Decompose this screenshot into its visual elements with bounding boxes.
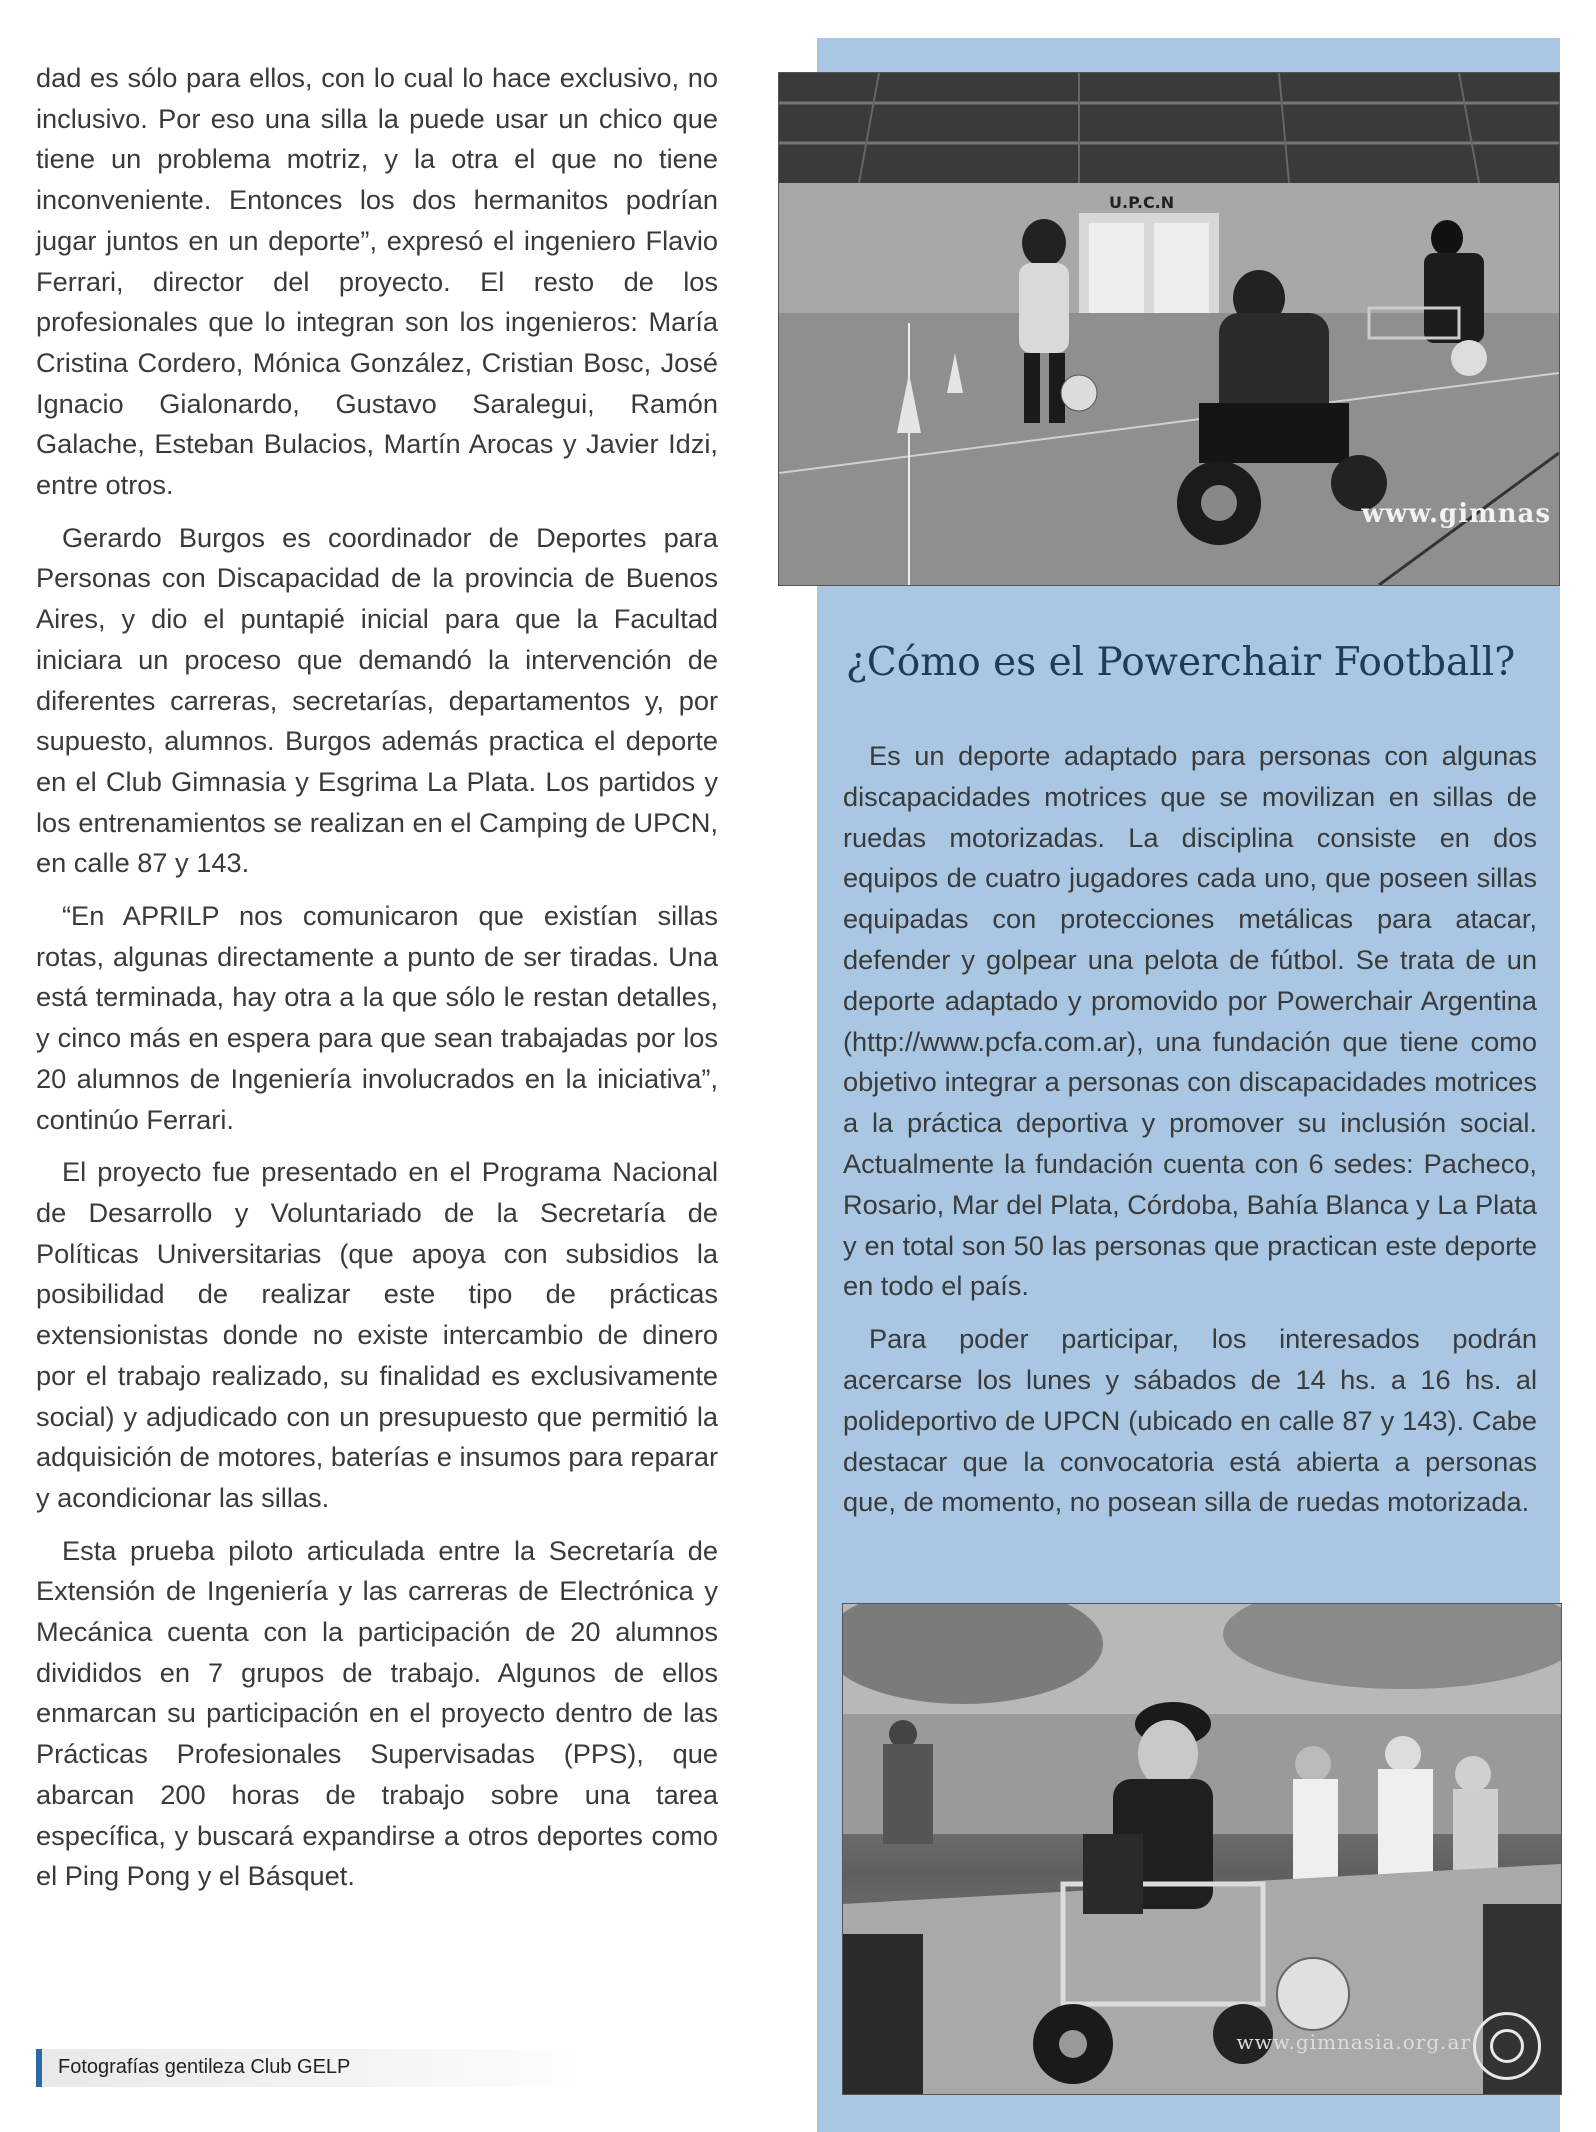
article-paragraph-5: Esta prueba piloto articulada entre la Secretaría de Extensión de Ingeniería y las carreras de Electrónica y Mecánica cuenta con la participación de 20 alumnos divididos en 7 grupos de trabajo. Algunos de ellos enmarcan su participación en el proyecto dentro de las Prácticas Profesionales Supervisadas (PPS), que abarcan 200 horas de trabajo sobre una tarea específica, y buscará expandirse a otros deportes como el Ping Pong y el Básquet.: [36, 1534, 718, 1892]
sidebar-paragraph-1: Es un deporte adaptado para personas con algunas discapacidades motrices que se movilizan en sillas de ruedas motorizadas. La disciplina consiste en dos equipos de cuatro jugadores cada uno, que poseen sillas equipadas con protecciones metálicas para atacar, defender y golpear una pelota de fútbol. Se trata de un deporte adaptado y promovido por Powerchair Argentina (http://www.pcfa.com.ar), una fundación que tiene como objetivo integrar a personas con discapacidades motrices a la práctica deportiva y promover su inclusión social. Actualmente la fundación cuenta con 6 sedes: Pacheco, Rosario, Mar del Plata, Córdoba, Bahía Blanca y La Plata y en total son 50 las personas que practican este deporte en todo el país.: [843, 740, 1537, 1302]
gym-powerchair-photo: [778, 72, 1560, 586]
article-paragraph-1: dad es sólo para ellos, con lo cual lo hace exclusivo, no inclusivo. Por eso una silla la puede usar un chico que tiene un problema motriz, y la otra el que no tiene inconveniente. Entonces los dos hermanitos podrían jugar juntos en un deporte”, expresó el ingeniero Flavio Ferrari, director del proyecto. El resto de los profesionales que lo integran son los ingenieros: María Cristina Cordero, Mónica González, Cristian Bosc, José Ignacio Gialonardo, Gustavo Saralegui, Ramón Galache, Esteban Bulacios, Martín Arocas y Javier Idzi, entre otros.: [36, 62, 718, 501]
outdoor-powerchair-photo: [842, 1603, 1562, 2095]
photo-watermark: www.gimnas: [1361, 499, 1551, 529]
article-left-column: [36, 58, 718, 1909]
sidebar-paragraph-2: Para poder participar, los interesados podrán acercarse los lunes y sábados de 14 hs. a 16 hs. al polideportivo de UPCN (ubicado en calle 87 y 143). Cabe destacar que la convocatoria está abierta a personas que, de momento, no posean silla de ruedas motorizada.: [843, 1323, 1537, 1518]
gym-sign-text: U.P.C.N: [1109, 193, 1175, 212]
photo-credit: [36, 2049, 606, 2087]
photo-credit-text: Fotografías gentileza Club GELP: [58, 2056, 351, 2078]
article-paragraph-3: “En APRILP nos comunicaron que existían sillas rotas, algunas directamente a punto de ser tiradas. Una está terminada, hay otra a la que sólo le restan detalles, y cinco más en espera para que sean trabajadas por los 20 alumnos de Ingeniería involucrados en la iniciativa”, continúo Ferrari.: [36, 900, 718, 1135]
club-logo-icon: [1473, 2012, 1541, 2080]
article-paragraph-2: Gerardo Burgos es coordinador de Deportes para Personas con Discapacidad de la provincia de Buenos Aires, y dio el puntapié inicial para que la Facultad iniciara un proceso que demandó la intervención de diferentes carreras, secretarías, departamentos y, por supuesto, alumnos. Burgos además practica el deporte en el Club Gimnasia y Esgrima La Plata. Los partidos y los entrenamientos se realizan en el Camping de UPCN, en calle 87 y 143.: [36, 521, 718, 879]
sidebar-body: [843, 736, 1537, 1535]
sidebar-title: ¿Cómo es el Powerchair Football?: [846, 640, 1516, 685]
photo-watermark: www.gimnasia.org.ar: [1236, 2030, 1471, 2054]
article-paragraph-4: El proyecto fue presentado en el Programa Nacional de Desarrollo y Voluntariado de la Secretaría de Políticas Universitarias (que apoya con subsidios la posibilidad de realizar este tipo de prácticas extensionistas donde no existe intercambio de dinero por el trabajo realizado, su finalidad es exclusivamente social) y adjudicado con un presupuesto que permitió la adquisición de motores, baterías e insumos para reparar y acondicionar las sillas.: [36, 1156, 718, 1513]
